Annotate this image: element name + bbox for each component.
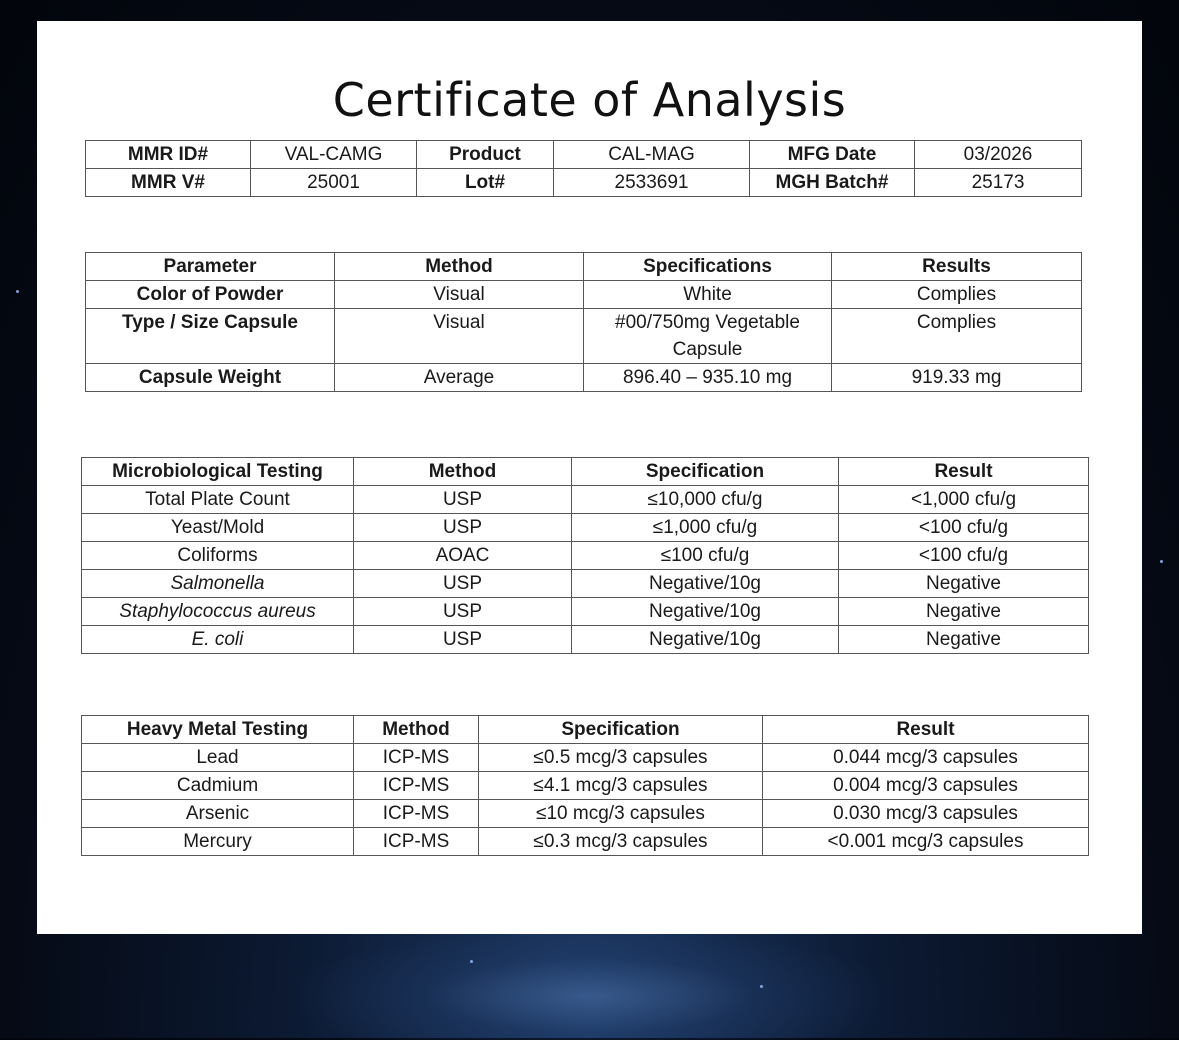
column-header: Result	[839, 458, 1089, 486]
result-cell: 0.004 mcg/3 capsules	[763, 772, 1089, 800]
method-cell: Average	[335, 364, 584, 392]
header-label: Product	[417, 141, 554, 169]
background-star	[16, 290, 19, 293]
header-label: Lot#	[417, 169, 554, 197]
specification-cell: 896.40 – 935.10 mg	[584, 364, 832, 392]
table-row	[82, 542, 1089, 570]
result-cell: <100 cfu/g	[839, 514, 1089, 542]
result-cell: 0.030 mcg/3 capsules	[763, 800, 1089, 828]
table-row	[86, 364, 1082, 392]
result-cell: Negative	[839, 598, 1089, 626]
column-header: Specification	[479, 716, 763, 744]
certificate-sheet	[37, 21, 1142, 934]
test-cell: E. coli	[82, 626, 354, 654]
table-header-row	[86, 253, 1082, 281]
method-cell: USP	[354, 486, 572, 514]
background-star	[760, 985, 763, 988]
header-value: 25173	[915, 169, 1082, 197]
metal-cell: Cadmium	[82, 772, 354, 800]
parameter-cell: Color of Powder	[86, 281, 335, 309]
method-cell: USP	[354, 598, 572, 626]
result-cell: <1,000 cfu/g	[839, 486, 1089, 514]
table-row	[86, 141, 1082, 169]
specification-cell: ≤1,000 cfu/g	[572, 514, 839, 542]
background-glow	[300, 930, 880, 1040]
header-label: MGH Batch#	[750, 169, 915, 197]
parameters-table	[85, 252, 1082, 392]
header-value: 03/2026	[915, 141, 1082, 169]
column-header: Heavy Metal Testing	[82, 716, 354, 744]
parameter-cell: Type / Size Capsule	[86, 309, 335, 364]
metal-cell: Lead	[82, 744, 354, 772]
method-cell: ICP-MS	[354, 800, 479, 828]
table-row	[86, 309, 1082, 364]
table-row	[82, 598, 1089, 626]
specification-cell: ≤4.1 mcg/3 capsules	[479, 772, 763, 800]
column-header: Method	[354, 458, 572, 486]
result-cell: <100 cfu/g	[839, 542, 1089, 570]
result-cell: Negative	[839, 570, 1089, 598]
table-row	[82, 772, 1089, 800]
heavy-metal-table	[81, 715, 1089, 856]
result-cell: Negative	[839, 626, 1089, 654]
column-header: Results	[832, 253, 1082, 281]
specification-cell: ≤0.5 mcg/3 capsules	[479, 744, 763, 772]
column-header: Result	[763, 716, 1089, 744]
column-header: Microbiological Testing	[82, 458, 354, 486]
column-header: Method	[354, 716, 479, 744]
specification-cell: Negative/10g	[572, 570, 839, 598]
method-cell: Visual	[335, 281, 584, 309]
specification-cell: ≤10 mcg/3 capsules	[479, 800, 763, 828]
method-cell: USP	[354, 570, 572, 598]
result-cell: <0.001 mcg/3 capsules	[763, 828, 1089, 856]
test-cell: Coliforms	[82, 542, 354, 570]
table-row	[86, 169, 1082, 197]
table-row	[82, 570, 1089, 598]
metal-cell: Arsenic	[82, 800, 354, 828]
microbiological-table	[81, 457, 1089, 654]
specification-cell: ≤100 cfu/g	[572, 542, 839, 570]
specification-cell: ≤0.3 mcg/3 capsules	[479, 828, 763, 856]
column-header: Specifications	[584, 253, 832, 281]
table-row	[82, 626, 1089, 654]
specification-cell: Negative/10g	[572, 598, 839, 626]
column-header: Method	[335, 253, 584, 281]
background-star	[1160, 560, 1163, 563]
test-cell: Yeast/Mold	[82, 514, 354, 542]
specification-cell: #00/750mg Vegetable Capsule	[584, 309, 832, 364]
method-cell: USP	[354, 514, 572, 542]
result-cell: Complies	[832, 309, 1082, 364]
table-row	[82, 744, 1089, 772]
table-row	[82, 828, 1089, 856]
header-value: 2533691	[554, 169, 750, 197]
table-row	[82, 800, 1089, 828]
header-table	[85, 140, 1082, 197]
test-cell: Total Plate Count	[82, 486, 354, 514]
table-header-row	[82, 458, 1089, 486]
method-cell: ICP-MS	[354, 744, 479, 772]
specification-cell: ≤10,000 cfu/g	[572, 486, 839, 514]
table-row	[82, 514, 1089, 542]
page-title: Certificate of Analysis	[332, 73, 847, 127]
header-label: MFG Date	[750, 141, 915, 169]
table-header-row	[82, 716, 1089, 744]
header-value: CAL-MAG	[554, 141, 750, 169]
background-star	[470, 960, 473, 963]
method-cell: ICP-MS	[354, 828, 479, 856]
test-cell: Salmonella	[82, 570, 354, 598]
test-cell: Staphylococcus aureus	[82, 598, 354, 626]
header-value: 25001	[251, 169, 417, 197]
column-header: Specification	[572, 458, 839, 486]
table-row	[82, 486, 1089, 514]
header-value: VAL-CAMG	[251, 141, 417, 169]
parameter-cell: Capsule Weight	[86, 364, 335, 392]
specification-cell: Negative/10g	[572, 626, 839, 654]
method-cell: Visual	[335, 309, 584, 364]
header-label: MMR V#	[86, 169, 251, 197]
metal-cell: Mercury	[82, 828, 354, 856]
table-row	[86, 281, 1082, 309]
column-header: Parameter	[86, 253, 335, 281]
result-cell: Complies	[832, 281, 1082, 309]
method-cell: AOAC	[354, 542, 572, 570]
header-label: MMR ID#	[86, 141, 251, 169]
method-cell: USP	[354, 626, 572, 654]
result-cell: 0.044 mcg/3 capsules	[763, 744, 1089, 772]
specification-cell: White	[584, 281, 832, 309]
method-cell: ICP-MS	[354, 772, 479, 800]
result-cell: 919.33 mg	[832, 364, 1082, 392]
